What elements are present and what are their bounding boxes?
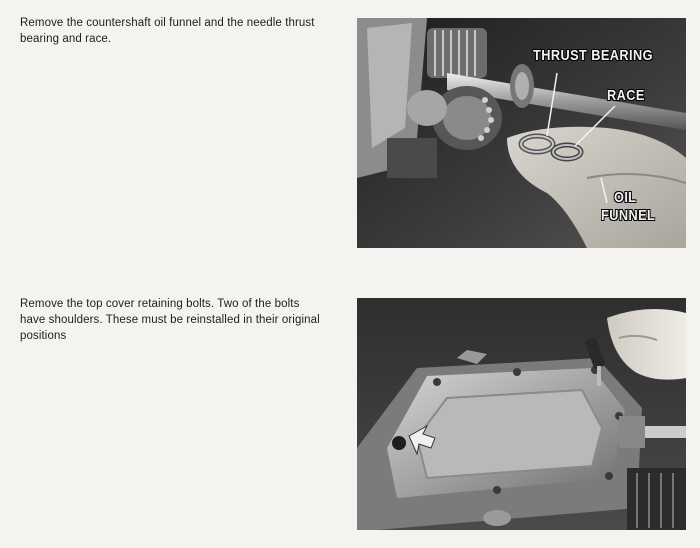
race-label: RACE xyxy=(607,87,645,104)
oil-funnel-label-line1: OIL xyxy=(614,189,637,206)
top-cover-photo xyxy=(357,298,686,530)
step-1-instruction xyxy=(20,15,320,47)
thrust-bearing-label: THRUST BEARING xyxy=(533,47,653,64)
step-1-photo-thrust-bearing xyxy=(357,18,686,248)
oil-funnel-label-line2: FUNNEL xyxy=(601,207,656,224)
step-1-text: Remove the countershaft oil funnel and the needle thrust bearing and race. xyxy=(20,17,315,45)
step-2-photo-top-cover-bolts xyxy=(357,298,686,530)
step-2-instruction xyxy=(20,296,320,344)
step-2-text: Remove the top cover retaining bolts. Two of the bolts have shoulders. These must be reinstalled in their original positions xyxy=(20,298,320,342)
